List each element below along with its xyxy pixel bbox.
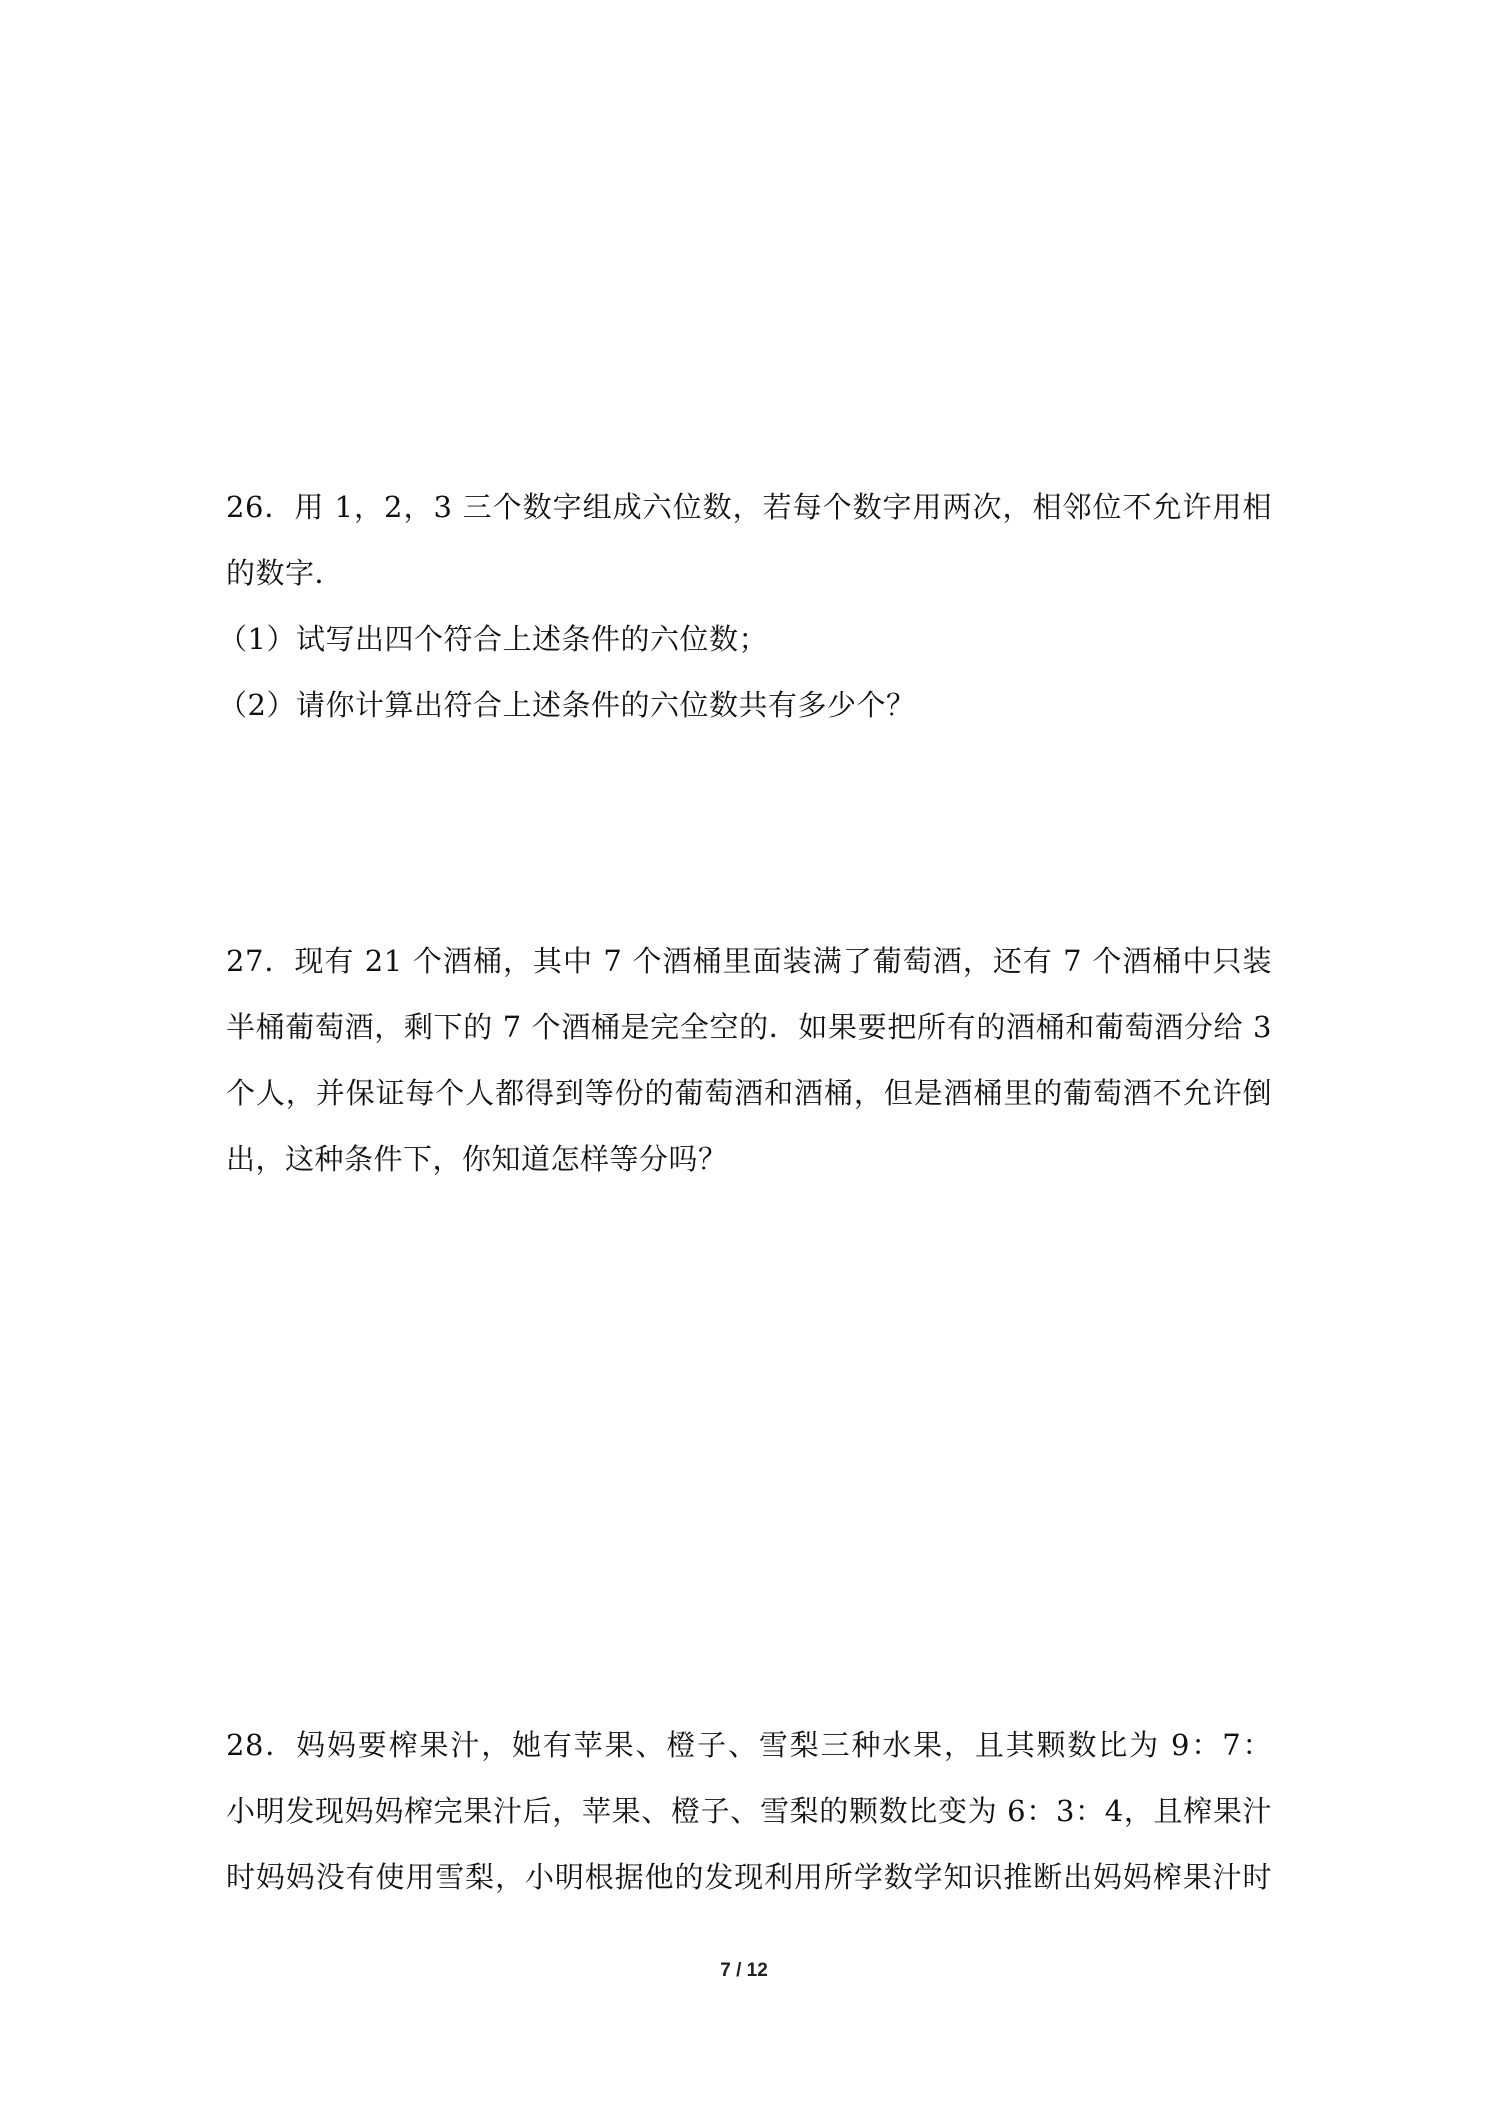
question-28 — [226, 1720, 1272, 1918]
question-28-line-3: 时妈妈没有使用雪梨，小明根据他的发现利用所学数学知识推断出妈妈榨果汁时 — [226, 1860, 1272, 1894]
question-27-line-1: 27．现有 21 个酒桶，其中 7 个酒桶里面装满了葡萄酒，还有 7 个酒桶中只装 — [226, 944, 1272, 978]
question-28-line-2: 小明发现妈妈榨完果汁后，苹果、橙子、雪梨的颗数比变为 6：3：4，且榨果汁 — [226, 1794, 1272, 1828]
question-27-line-3: 个人，并保证每个人都得到等份的葡萄酒和酒桶，但是酒桶里的葡萄酒不允许倒 — [226, 1076, 1272, 1110]
question-26-part-2: （2）请你计算出符合上述条件的六位数共有多少个？ — [218, 688, 916, 722]
question-27 — [226, 936, 1272, 1200]
question-26 — [218, 482, 1272, 730]
question-26-line-1: 26．用 1，2，3 三个数字组成六位数，若每个数字用两次，相邻位不允许用相 — [226, 490, 1272, 524]
page-number: 7 / 12 — [720, 1960, 768, 1981]
question-26-line-2: 的数字． — [226, 556, 345, 590]
question-26-part-1: （1）试写出四个符合上述条件的六位数； — [218, 622, 768, 656]
question-27-line-4: 出，这种条件下，你知道怎样等分吗？ — [226, 1142, 728, 1176]
question-28-line-1: 28．妈妈要榨果汁，她有苹果、橙子、雪梨三种水果，且其颗数比为 9：7： — [226, 1728, 1272, 1762]
question-27-line-2: 半桶葡萄酒，剩下的 7 个酒桶是完全空的．如果要把所有的酒桶和葡萄酒分给 3 — [226, 1010, 1272, 1044]
